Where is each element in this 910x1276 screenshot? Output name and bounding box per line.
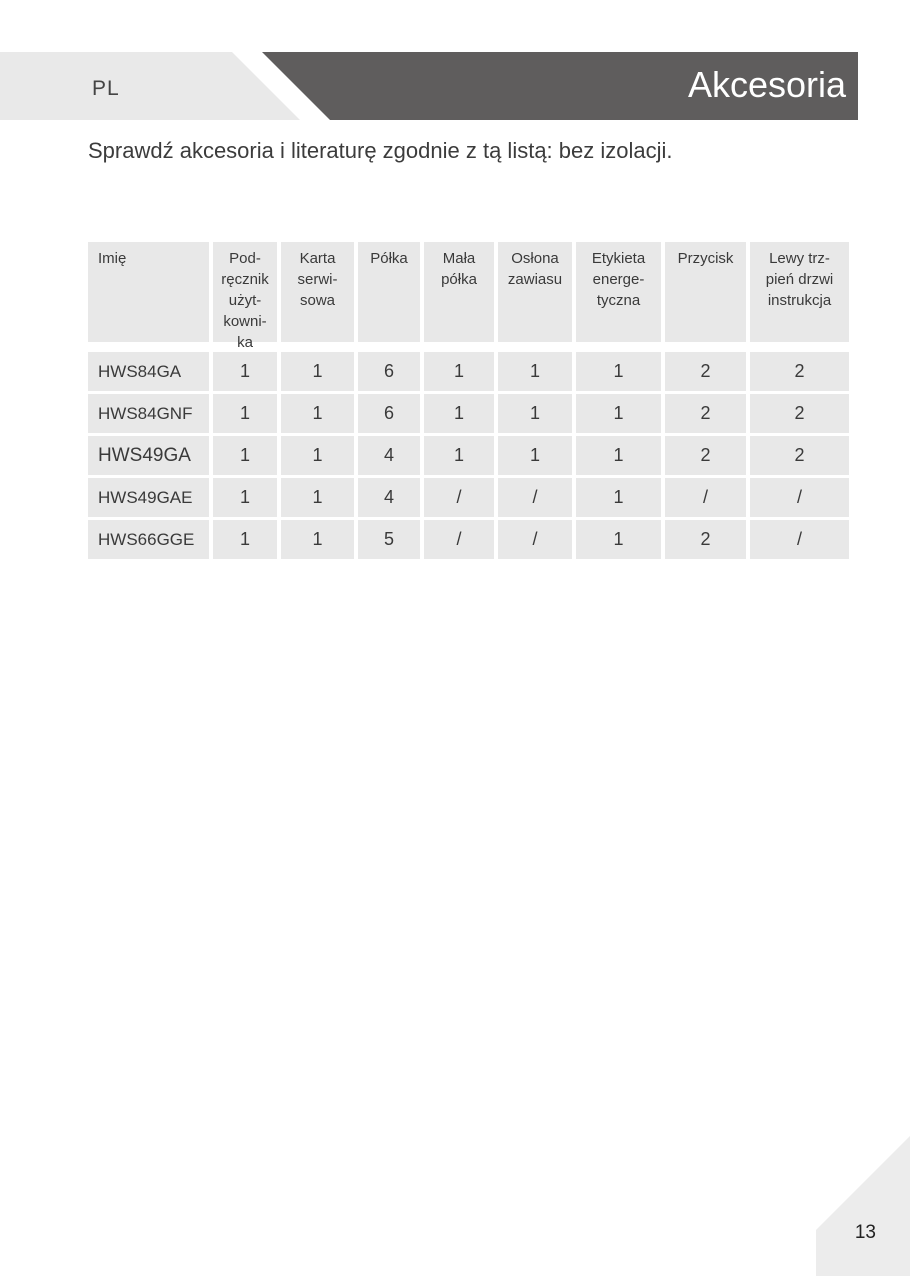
table-cell: 2: [750, 352, 849, 391]
table-cell: /: [424, 478, 494, 517]
table-header-row: [88, 242, 856, 351]
model-cell: HWS84GA: [88, 352, 209, 391]
table-cell: 1: [576, 436, 661, 475]
column-header: [358, 242, 420, 342]
column-header: [576, 242, 661, 342]
page-number: 13: [854, 1222, 876, 1243]
model-cell: HWS66GGE: [88, 520, 209, 559]
table-cell: 4: [358, 436, 420, 475]
table-cell: 1: [576, 394, 661, 433]
table-row: [88, 394, 856, 433]
column-header-label: Etykieta energe- tyczna: [591, 250, 646, 309]
table-cell: 1: [281, 436, 354, 475]
table-cell: 1: [213, 520, 277, 559]
table-cell: 1: [281, 394, 354, 433]
table-cell: 1: [213, 478, 277, 517]
table-cell: 1: [281, 352, 354, 391]
column-header: [750, 242, 849, 342]
model-cell: HWS49GA: [88, 436, 209, 475]
page-corner-shape: [816, 1136, 910, 1276]
table-cell: 1: [213, 394, 277, 433]
table-cell: /: [750, 520, 849, 559]
table-cell: 1: [281, 478, 354, 517]
table-cell: 2: [750, 436, 849, 475]
table-cell: /: [424, 520, 494, 559]
table-row: [88, 352, 856, 391]
table-cell: /: [750, 478, 849, 517]
column-header-label: Osłona zawiasu: [507, 250, 563, 288]
table-cell: 1: [498, 352, 572, 391]
column-header-label: Imię: [98, 250, 127, 267]
table-cell: 1: [424, 394, 494, 433]
table-cell: 1: [576, 520, 661, 559]
table-row: [88, 520, 856, 559]
table-cell: 2: [665, 352, 746, 391]
intro-text: Sprawdź akcesoria i literaturę zgodnie z tą listą: bez izolacji.: [88, 138, 673, 163]
model-cell: HWS84GNF: [88, 394, 209, 433]
table-cell: 6: [358, 394, 420, 433]
column-header-label: Pod- ręcznik użyt- kowni- ka: [221, 250, 269, 351]
table-cell: 1: [576, 478, 661, 517]
table-cell: 2: [750, 394, 849, 433]
table-cell: 1: [424, 436, 494, 475]
page-title: Akcesoria: [687, 64, 846, 105]
table-cell: /: [498, 520, 572, 559]
table-cell: 1: [498, 394, 572, 433]
table-cell: 2: [665, 436, 746, 475]
table-cell: 1: [576, 352, 661, 391]
table-cell: 2: [665, 520, 746, 559]
column-header-label: Karta serwi- sowa: [297, 250, 338, 309]
table-cell: 1: [424, 352, 494, 391]
column-header: [424, 242, 494, 342]
column-header-label: Przycisk: [677, 250, 734, 267]
table-cell: 1: [498, 436, 572, 475]
column-header: [213, 242, 277, 351]
column-header: [665, 242, 746, 342]
table-cell: 1: [213, 436, 277, 475]
column-header: [498, 242, 572, 342]
table-cell: /: [498, 478, 572, 517]
language-code: PL: [92, 77, 120, 100]
table-row: [88, 478, 856, 517]
column-header-label: Mała półka: [441, 250, 477, 288]
table-cell: 1: [281, 520, 354, 559]
column-header-label: Lewy trz- pień drzwi instrukcja: [765, 250, 834, 309]
table-row: [88, 436, 856, 475]
column-header-label: Półka: [370, 250, 408, 267]
table-cell: 5: [358, 520, 420, 559]
accessories-table: [88, 242, 856, 562]
table-cell: /: [665, 478, 746, 517]
table-cell: 1: [213, 352, 277, 391]
column-header: [281, 242, 354, 342]
table-cell: 6: [358, 352, 420, 391]
table-cell: 4: [358, 478, 420, 517]
model-cell: HWS49GAE: [88, 478, 209, 517]
table-cell: 2: [665, 394, 746, 433]
column-header: [88, 242, 209, 342]
